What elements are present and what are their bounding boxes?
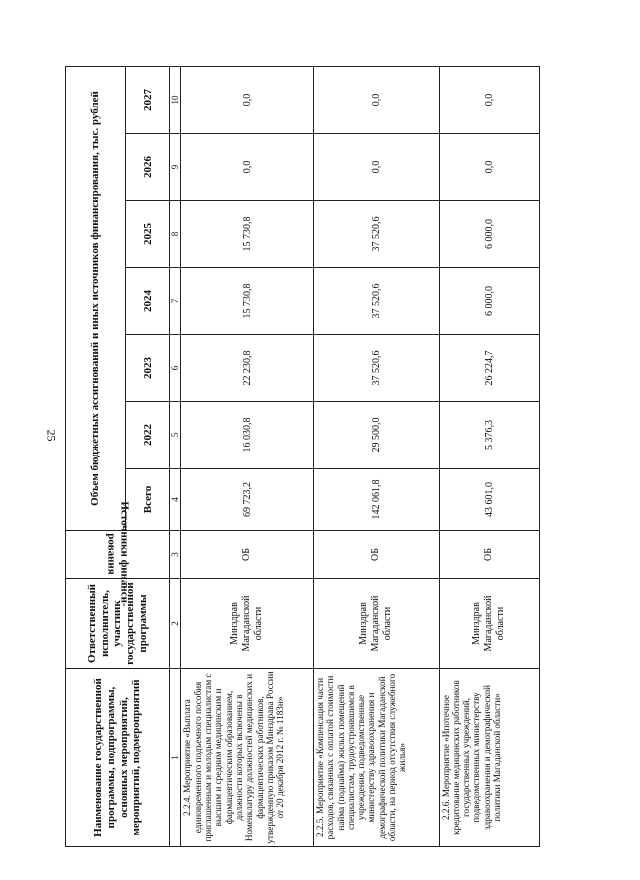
- header-source: [66, 501, 170, 608]
- column-number: 5: [170, 402, 181, 469]
- column-number: 1: [170, 669, 181, 847]
- column-number: 8: [170, 201, 181, 268]
- row-value-2027: 0,0: [314, 66, 440, 133]
- row-value-2024: 15 730,8: [181, 268, 314, 335]
- row-value-2022: 5 376,3: [439, 402, 539, 469]
- column-number: 7: [170, 268, 181, 335]
- column-number: 2: [170, 579, 181, 669]
- row-responsible: Минздрав Магаданской области: [181, 579, 314, 669]
- row-value-2027: 0,0: [181, 66, 314, 133]
- row-name: 2.2.6. Мероприятие «Ипотечное кредитование медицинских работников государственных учреждений, подведомственных министерству здравоохранения и демографической политики Магаданской области»: [439, 669, 539, 847]
- column-number: 6: [170, 335, 181, 402]
- row-value-2023: 37 520,6: [314, 335, 440, 402]
- table-row: [181, 66, 314, 846]
- header-source-text: Источники финанси-рования: [105, 501, 131, 608]
- header-total: Всего: [126, 469, 170, 531]
- row-value-2023: 26 224,7: [439, 335, 539, 402]
- row-total: 142 061,8: [314, 469, 440, 531]
- row-responsible: Минздрав Магаданской области: [314, 579, 440, 669]
- column-number-row: [170, 66, 181, 846]
- header-name: Наименование государственной программы, подпрограммы, основных мероприятий, мероприятий, подмероприятий: [66, 669, 170, 847]
- row-responsible: Минздрав Магаданской области: [439, 579, 539, 669]
- table-row: [439, 66, 539, 846]
- header-row-1: [66, 66, 126, 846]
- header-year-2027: 2027: [126, 66, 170, 133]
- header-year-2026: 2026: [126, 134, 170, 201]
- funding-table: [65, 66, 540, 847]
- row-value-2026: 0,0: [314, 134, 440, 201]
- page-number: 25: [44, 429, 59, 442]
- table-row: [314, 66, 440, 846]
- column-number: 10: [170, 66, 181, 133]
- row-value-2026: 0,0: [181, 134, 314, 201]
- header-funding-group: Объем бюджетных ассигнований и иных источников финансирования, тыс. рублей: [66, 66, 126, 530]
- row-value-2025: 37 520,6: [314, 201, 440, 268]
- row-value-2024: 6 000,0: [439, 268, 539, 335]
- column-number: 4: [170, 469, 181, 531]
- row-name: 2.2.4. Мероприятие «Выплата единовременного подъемного пособия приглашенным и молодым специалистам с высшим и средним медицинским и фармацевтическим образованием, должности которых включены в Номенклатуру должностей медицинских и фармацевтических работников, утвержденную приказом Минздрава России от 20 декабря 2012 г. № 1183н»: [181, 669, 314, 847]
- row-value-2022: 16 030,8: [181, 402, 314, 469]
- row-source: ОБ: [181, 531, 314, 579]
- rotated-table-container: [65, 67, 540, 847]
- row-value-2022: 29 500,0: [314, 402, 440, 469]
- row-total: 69 723,2: [181, 469, 314, 531]
- row-value-2025: 15 730,8: [181, 201, 314, 268]
- column-number: 3: [170, 531, 181, 579]
- row-total: 43 601,0: [439, 469, 539, 531]
- row-name: 2.2.5. Мероприятие «Компенсация части расходов, связанных с оплатой стоимости найма (поднайма) жилых помещений специалистам, трудоустроившимся в учреждения, подведомственные министерству здравоохранения и демографической политики Магаданской области, на период отсутствия служебного жилья»: [314, 669, 440, 847]
- header-year-2024: 2024: [126, 268, 170, 335]
- header-responsible: Ответственный исполнитель, участник государственной программы: [66, 579, 170, 669]
- row-value-2027: 0,0: [439, 66, 539, 133]
- header-year-2022: 2022: [126, 402, 170, 469]
- row-value-2025: 6 000,0: [439, 201, 539, 268]
- column-number: 9: [170, 134, 181, 201]
- header-year-2025: 2025: [126, 201, 170, 268]
- row-source: ОБ: [439, 531, 539, 579]
- header-year-2023: 2023: [126, 335, 170, 402]
- row-value-2023: 22 230,8: [181, 335, 314, 402]
- row-value-2024: 37 520,6: [314, 268, 440, 335]
- row-source: ОБ: [314, 531, 440, 579]
- row-value-2026: 0,0: [439, 134, 539, 201]
